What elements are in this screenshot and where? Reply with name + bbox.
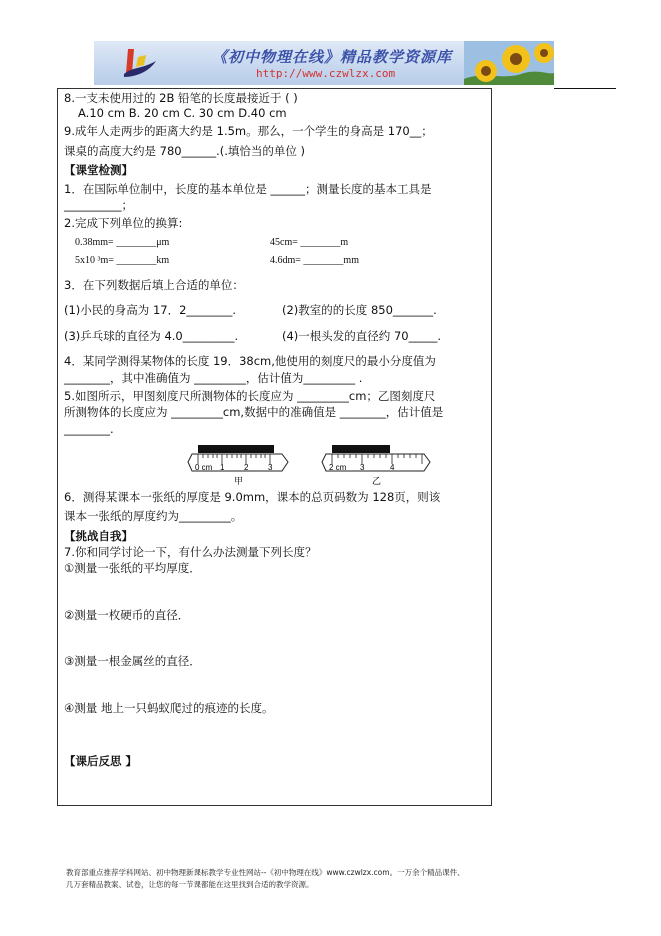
check-2-a: 0.38mm= ________μm — [75, 237, 170, 248]
check-2-title: 2.完成下列单位的换算: — [64, 216, 183, 230]
ruler-a-tick-1: 1 — [220, 463, 225, 472]
check-3-p1: (1)小民的身高为 17．2________. — [64, 303, 237, 317]
ruler-b-label: 乙 — [372, 477, 382, 487]
check-1-line1: 1．在国际单位制中，长度的基本单位是 ______；测量长度的基本工具是 — [64, 182, 432, 196]
challenge-7-title: 7.你和同学讨论一下，有什么办法测量下列长度？ — [64, 545, 317, 559]
challenge-7-item4: ④测量 地上一只蚂蚁爬过的痕迹的长度。 — [64, 701, 274, 715]
check-3-p3: (3)乒乓球的直径为 4.0_________. — [64, 329, 239, 343]
check-2-c: 5x10 ³m= ________km — [75, 255, 170, 266]
question-8-options: A.10 cm B. 20 cm C. 30 cm D.40 cm — [78, 106, 287, 120]
check-3-p2: (2)教室的的长度 850_______. — [282, 303, 437, 317]
ruler-a-tick-0: 0 cm — [195, 463, 213, 472]
check-5-line1: 5.如图所示，甲图刻度尺所测物体的长度应为 _________cm；乙图刻度尺 — [64, 389, 436, 403]
footer-line1: 教育部重点推荐学科网站、初中物理新课标教学专业性网站--《初中物理在线》www.czwlzx.com。一万余个精品课件、 — [66, 868, 465, 877]
check-2-b: 45cm= ________m — [270, 237, 349, 248]
ruler-b — [322, 445, 430, 487]
banner-url[interactable]: http://www.czwlzx.com — [256, 67, 396, 80]
ruler-a — [188, 445, 288, 487]
check-4-line1: 4．某同学测得某物体的长度 19．38cm,他使用的刻度尺的最小分度值为 — [64, 354, 436, 368]
check-4-line2: ________，其中准确值为 _________，估计值为_________ . — [64, 371, 363, 385]
check-6-line1: 6．测得某课本一张纸的厚度是 9.0mm，课本的总页码数为 128页，则该 — [64, 490, 441, 504]
check-2-d: 4.6dm= ________mm — [270, 255, 359, 266]
section-class-check: 【课堂检测】 — [64, 163, 133, 177]
ruler-b-tick-0: 2 cm — [329, 463, 347, 472]
check-3-p4: (4)一根头发的直径约 70_____. — [282, 329, 441, 343]
question-9-line1: 9.成年人走两步的距离大约是 1.5m。那么，一个学生的身高是 170__； — [64, 124, 433, 138]
ruler-b-object — [332, 445, 390, 453]
question-8-stem: 8.一支未使用过的 2B 铅笔的长度最接近于 ( ) — [64, 91, 298, 105]
site-logo-icon — [122, 47, 158, 79]
ruler-a-tick-3: 3 — [268, 463, 273, 472]
ruler-b-tick-1: 3 — [360, 463, 365, 472]
challenge-7-item1: ①测量一张纸的平均厚度． — [64, 561, 201, 575]
header-rule — [554, 88, 616, 89]
check-5-line3: ________. — [64, 422, 114, 436]
challenge-7-item2: ②测量一枚硬币的直径． — [64, 608, 190, 622]
header-banner — [94, 41, 554, 85]
question-9-line2: 课桌的高度大约是 780______.(.填恰当的单位 ) — [64, 144, 306, 158]
ruler-figure — [186, 442, 436, 488]
challenge-7-item3: ③测量一根金属丝的直径． — [64, 654, 201, 668]
section-challenge: 【挑战自我】 — [64, 529, 133, 543]
ruler-a-tick-2: 2 — [244, 463, 249, 472]
check-5-line2: 所测物体的长度应为 _________cm,数据中的准确值是 ________，估计值是 — [64, 405, 444, 419]
ruler-a-object — [198, 445, 274, 453]
check-3-title: 3．在下列数据后填上合适的单位： — [64, 278, 244, 292]
sunflower-icon — [464, 41, 554, 85]
section-reflection: 【课后反思 】 — [64, 754, 138, 768]
banner-title: 《初中物理在线》精品教学资源库 — [212, 48, 453, 66]
check-6-line2: 课本一张纸的厚度约为_________。 — [64, 509, 243, 523]
footer-line2: 几万套精品教案、试卷，让您的每一节课都能在这里找到合适的教学资源。 — [66, 880, 314, 889]
ruler-b-tick-2: 4 — [390, 463, 395, 472]
ruler-a-label: 甲 — [234, 477, 244, 487]
check-1-line2: __________； — [64, 198, 133, 212]
